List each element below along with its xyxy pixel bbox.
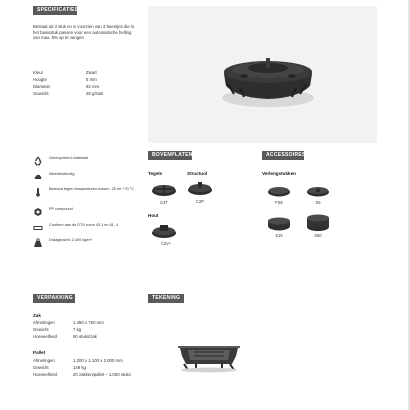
c4t-label: C4T: [160, 200, 168, 205]
pedestal-base-image: [148, 6, 377, 143]
product-image-panel: [148, 6, 377, 143]
pack-value: 7 kg: [73, 327, 82, 332]
bovenplaten-group-tegels: Tegels: [148, 171, 163, 176]
verpakking-pallet-table: [33, 358, 148, 382]
verpakking-zak-table: [33, 320, 148, 344]
pack-key: Hoeveelheid: [33, 334, 57, 339]
recycle-icon: [33, 156, 43, 166]
feature-label: Weerbestendig: [49, 172, 75, 176]
c2p-label: C2P: [196, 199, 204, 204]
thermometer-icon: [33, 187, 43, 197]
pack-value: 1.200 x 1.100 x 2.000 mm: [73, 358, 123, 363]
fs5-image: [267, 184, 291, 198]
specificaties-table: [33, 70, 143, 100]
pack-value: 50 stuks/zak: [73, 334, 97, 339]
fs5-label: FS5: [275, 200, 283, 205]
pack-value: 149 kg: [73, 365, 86, 370]
feature-label: Draagkracht: 2.400 kg/m²: [49, 238, 92, 242]
spec-key: Diameter: [33, 84, 51, 89]
c2p-image: [187, 179, 213, 197]
pack-key: Hoeveelheid: [33, 372, 57, 377]
accessoires-group-verlengstukken: Verlengstukken: [262, 171, 296, 176]
spec-value: Zwart: [86, 70, 97, 75]
c2v-label: C2V+: [160, 241, 172, 246]
s50-label: S50: [314, 233, 322, 238]
pack-key: Gewicht: [33, 365, 49, 370]
spec-key: Hoogte: [33, 77, 47, 82]
verpakking-header: VERPAKKING: [33, 294, 75, 303]
bovenplaten-group-hout: Hout: [148, 213, 159, 218]
pack-key: Afmetingen: [33, 320, 55, 325]
pack-value: 20 zakken/pallet – 1.000 stuks: [73, 372, 131, 377]
pack-key: Gewicht: [33, 327, 49, 332]
weight-icon: [33, 238, 43, 248]
cloud-icon: [33, 172, 43, 182]
spec-value: 5 mm: [86, 77, 97, 82]
feature-label: Gerecycleerd materiaal: [49, 156, 89, 160]
specificaties-description: Bestaat uit 3 stuk en is voorzien van 3 beentjes die in het basisstuk passen voor een automatische helling van max. 5% op te vangen: [33, 24, 135, 41]
accessoires-header: ACCESSOIRES: [262, 151, 304, 160]
spec-value: 28 g/stuk: [86, 91, 104, 96]
c2v-image: [151, 222, 177, 240]
dtu-icon: [33, 223, 43, 233]
spec-value: 92 mm: [86, 84, 100, 89]
specificaties-header: SPECIFICATIES: [33, 6, 77, 15]
s15-image: [267, 216, 291, 232]
pack-key: Afmetingen: [33, 358, 55, 363]
technical-drawing: [174, 338, 244, 374]
pack-value: 1.450 x 750 mm: [73, 320, 104, 325]
spec-key: Gewicht: [33, 91, 49, 96]
tekening-header: TEKENING: [148, 294, 184, 303]
s15-label: S15: [275, 233, 283, 238]
feature-label: Bestand tegen temperaturen tussen -25 en +70 °C: [49, 187, 134, 191]
s5-image: [306, 184, 330, 198]
verpakking-pallet-title: Pallet: [33, 350, 46, 355]
pp-icon: [33, 207, 43, 217]
s5-label: S5: [315, 200, 321, 205]
bovenplaten-header: BOVENPLATEN: [148, 151, 192, 160]
s50-image: [306, 214, 330, 232]
c4t-image: [151, 180, 177, 198]
bovenplaten-group-structuol: Structuol: [187, 171, 208, 176]
feature-label: Conform aan de DTU norm 43.1 en 61. 4: [49, 223, 119, 227]
spec-key: Kleur: [33, 70, 44, 75]
feature-label: PP compound: [49, 207, 73, 211]
verpakking-zak-title: Zak: [33, 313, 41, 318]
